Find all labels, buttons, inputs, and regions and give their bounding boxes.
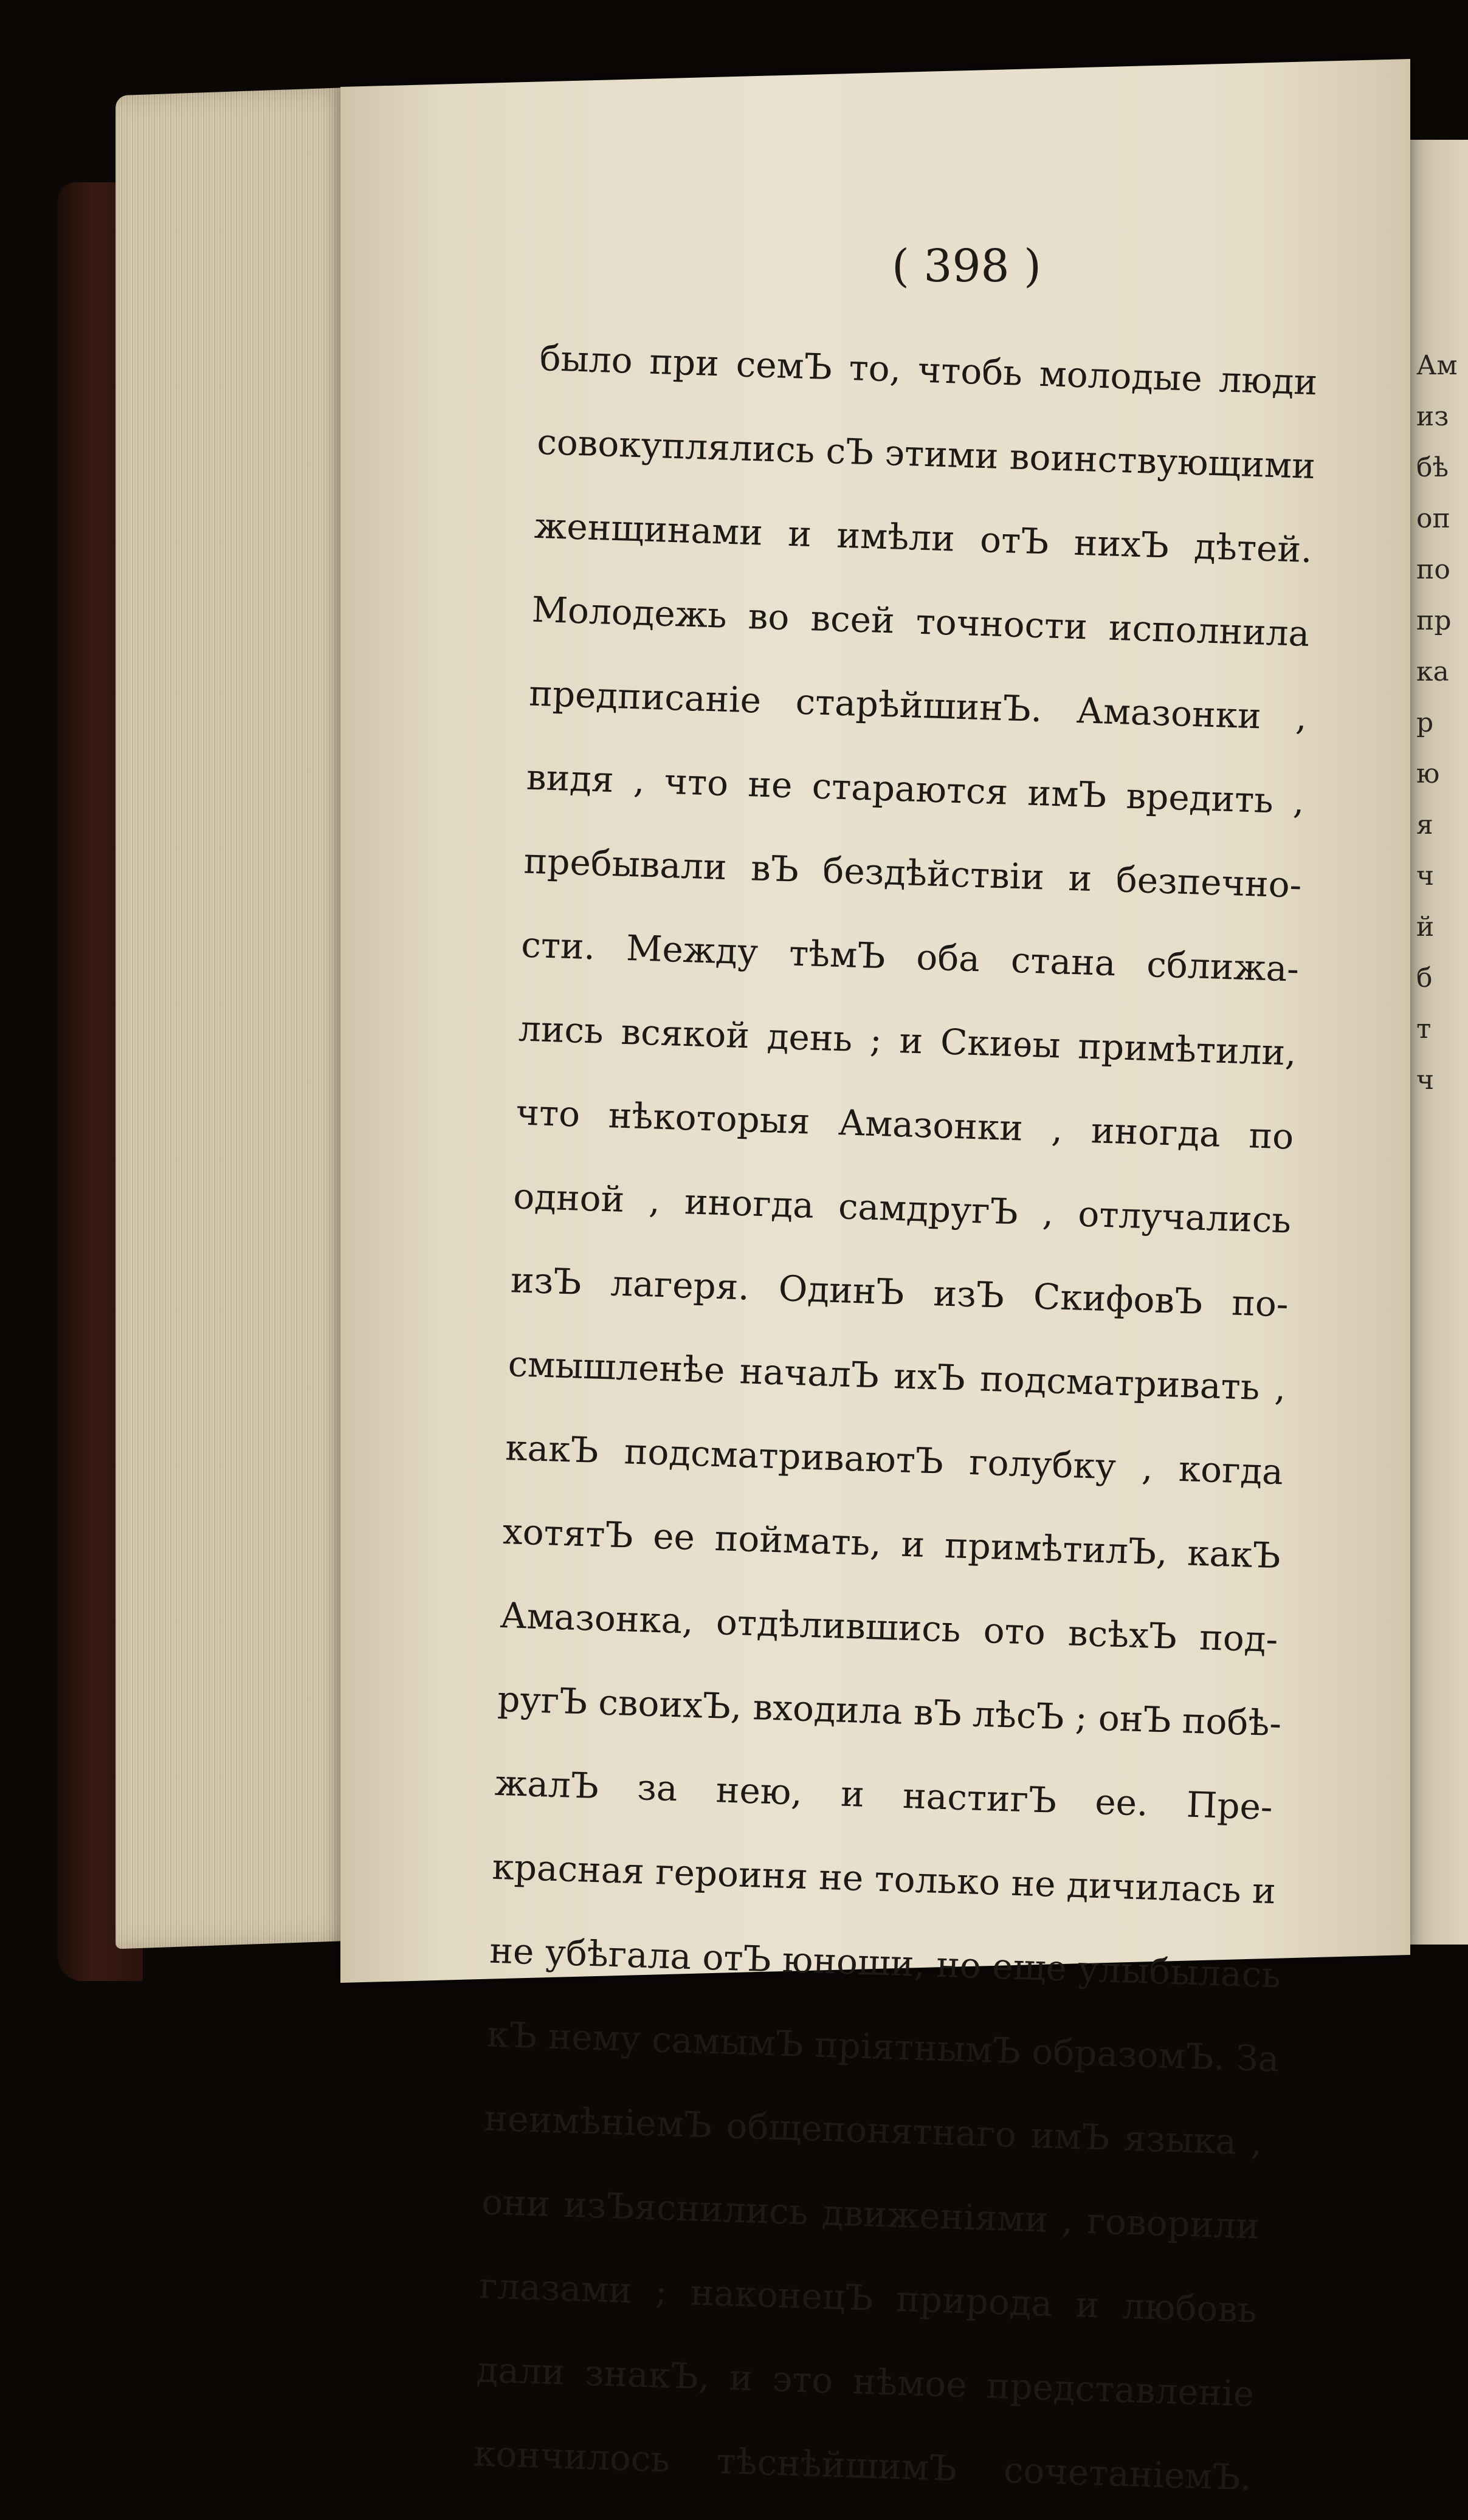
facing-page-fragment: по xyxy=(1416,554,1450,585)
facing-page-fragment: Ам xyxy=(1416,350,1458,381)
text-line: дали знакЪ, и это нѣмое представленіе xyxy=(475,2349,1255,2415)
text-line: предписаніе старѣйшинЪ. Амазонки , xyxy=(528,672,1308,738)
text-line: жалЪ за нею, и настигЪ ее. Пре- xyxy=(494,1762,1273,1828)
facing-page-fragment: бѣ xyxy=(1416,452,1449,483)
text-line: изЪ лагеря. ОдинЪ изЪ СкифовЪ по- xyxy=(510,1259,1289,1325)
text-line: совокуплялись сЪ этими воинствующими xyxy=(536,421,1316,487)
text-line: Амазонка, отдѣлившись ото всѣхЪ под- xyxy=(499,1594,1279,1661)
facing-page-fragment: оп xyxy=(1416,503,1450,534)
text-line: кЪ нему самымЪ пріятнымЪ образомЪ. За xyxy=(486,2013,1280,2080)
text-line: женщинами и имѣли отЪ нихЪ дѣтей. xyxy=(534,504,1313,571)
text-line: ругЪ своихЪ, входила вЪ лѣсЪ ; онЪ побѣ- xyxy=(497,1678,1283,1745)
text-line: кончилось тѣснѣйшимЪ сочетаніемЪ. xyxy=(473,2432,1252,2499)
text-line: не убѣгала отЪ юноши, но еще улыбылась xyxy=(489,1929,1281,1996)
text-line: они изЪяснились движеніями , говорили xyxy=(481,2181,1260,2247)
text-line: видя , что не стараются имЪ вредить , xyxy=(526,756,1305,822)
text-line: смышленѣе началЪ ихЪ подсматривать , xyxy=(507,1343,1287,1409)
text-line: неимѣніемЪ общепонятнаго имЪ языка , xyxy=(483,2097,1263,2163)
facing-page-text xyxy=(1416,340,1468,1106)
text-line: было при семЪ то, чтобь молодые люди xyxy=(539,337,1318,403)
facing-page-fragment: пр xyxy=(1416,605,1452,636)
page-body-text xyxy=(472,316,1318,2519)
facing-page-fragment: ю xyxy=(1416,758,1440,789)
facing-page-fragment: б xyxy=(1416,963,1433,994)
text-line: хотятЪ ее поймать, и примѣтилЪ, какЪ xyxy=(502,1511,1281,1577)
page-block-edges xyxy=(115,87,371,1949)
text-line: что нѣкоторыя Амазонки , иногда по xyxy=(515,1091,1295,1158)
text-line: глазами ; наконецЪ природа и любовь xyxy=(478,2265,1258,2331)
text-line: пребывали вЪ бездѣйствіи и безпечно- xyxy=(523,840,1303,906)
facing-page-fragment: ка xyxy=(1416,656,1449,687)
text-line: лись всякой день ; и Скиѳы примѣтили, xyxy=(518,1008,1297,1074)
text-line: одной , иногда самдругЪ , отлучались xyxy=(512,1175,1292,1241)
text-line: какЪ подсматриваютЪ голубку , когда xyxy=(505,1427,1284,1493)
text-line: сти. Между тѣмЪ оба стана сближа- xyxy=(520,924,1300,990)
facing-page-fragment: ч xyxy=(1416,1065,1435,1096)
page-number: ( 398 ) xyxy=(891,240,1042,292)
text-line: красная героиня не только не дичилась и xyxy=(491,1845,1277,1912)
facing-page-fragment: я xyxy=(1416,809,1433,840)
facing-page-fragment: ч xyxy=(1416,860,1435,891)
facing-page-fragment: из xyxy=(1416,401,1449,432)
facing-page-fragment: й xyxy=(1416,912,1435,942)
facing-page-fragment: т xyxy=(1416,1014,1432,1045)
facing-page-fragment: р xyxy=(1416,707,1434,738)
text-line: Молодежь во всей точности исполнила xyxy=(531,588,1311,654)
